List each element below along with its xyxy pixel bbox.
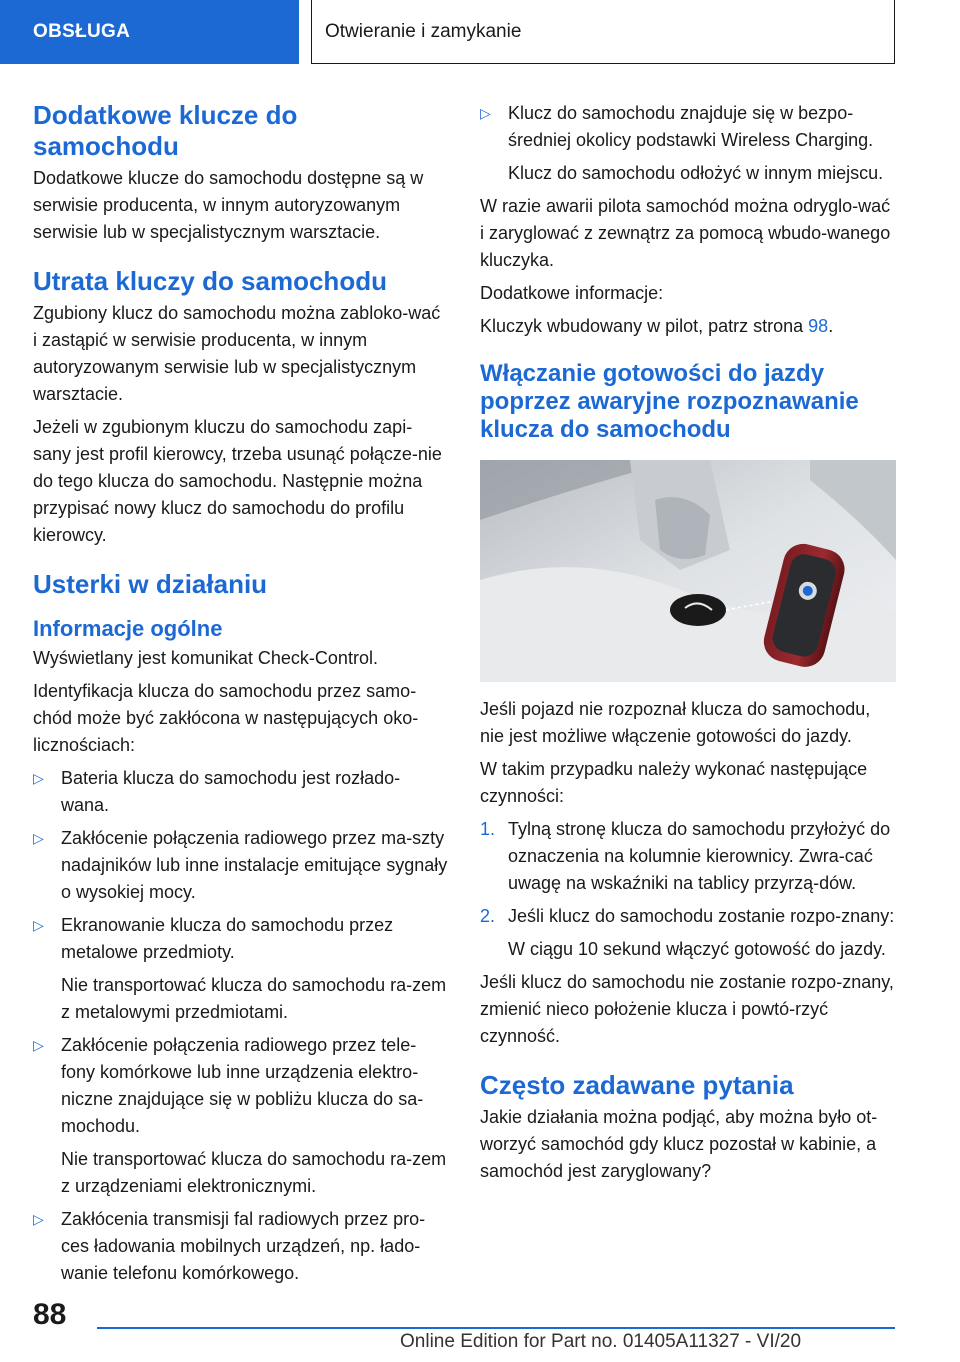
footer-edition: Online Edition for Part no. 01405A11327 - VI/20 (400, 1331, 802, 1352)
step-number: 2. (480, 906, 496, 926)
triangle-bullet-icon: ▷ (33, 1211, 44, 1227)
step-item: 1. Tylną stronę klucza do samochodu przyłożyć do oznaczenia na kolumnie kierownicy. Zwra-cać uwagę na wskaźniki na tablicy przyrzą-dów. (480, 816, 896, 897)
step-item: 2. Jeśli klucz do samochodu zostanie rozpo-znany: (480, 903, 896, 930)
heading-lost-keys: Utrata kluczy do samochodu (33, 266, 387, 296)
page-number: 88 (33, 1298, 67, 1331)
paragraph-identification: Identyfikacja klucza do samochodu przez samo-chód może być zakłócona w następujących oko-licznościach: (33, 681, 419, 755)
chapter-tab (311, 0, 895, 64)
list-item: ▷ Bateria klucza do samochodu jest rozłado-wana. (33, 765, 448, 819)
triangle-bullet-icon: ▷ (33, 830, 44, 846)
heading-extra-keys: Dodatkowe klucze do samochodu (33, 100, 298, 161)
right-column (480, 100, 896, 1191)
paragraph-extra-keys: Dodatkowe klucze do samochodu dostępne są w serwisie producenta, w innym autoryzowanym serwisie lub w specjalistycznym warsztacie. (33, 168, 424, 242)
chapter-title: Otwieranie i zamykanie (325, 20, 522, 42)
heading-faq: Często zadawane pytania (480, 1070, 794, 1100)
triangle-bullet-icon: ▷ (480, 105, 491, 121)
heading-readiness: Włączanie gotowości do jazdy poprzez awaryjne rozpoznawanie klucza do samochodu (480, 360, 859, 443)
triangle-bullet-icon: ▷ (33, 917, 44, 933)
paragraph-faq: Jakie działania można podjąć, aby można było ot-worzyć samochód gdy klucz pozostał w kabinie, a samochód jest zaryglowany? (480, 1107, 878, 1181)
list-item: ▷ Zakłócenia transmisji fal radiowych przez pro-ces ładowania mobilnych urządzeń, np. łado-wanie telefonu komórkowego. (33, 1206, 448, 1287)
paragraph-lost-keys-2: Jeżeli w zgubionym kluczu do samochodu zapi-sany jest profil kierowcy, trzeba usunąć połącze-nie do tego klucza do samochodu. Następnie można przypisać nowy klucz do samochodu do profilu kierowcy. (33, 417, 442, 545)
list-item-note: Klucz do samochodu odłożyć w innym miejscu. (508, 163, 884, 183)
steering-column-key-photo (480, 460, 896, 682)
triangle-bullet-icon: ▷ (33, 770, 44, 786)
paragraph-not-recognized: Jeśli pojazd nie rozpoznał klucza do samochodu, nie jest możliwe włączenie gotowości do jazdy. (480, 699, 871, 746)
step-note: W ciągu 10 sekund włączyć gotowość do jazdy. (508, 939, 886, 959)
triangle-bullet-icon: ▷ (33, 1037, 44, 1053)
section-tab: OBSŁUGA (0, 0, 299, 64)
paragraph-retry: Jeśli klucz do samochodu nie zostanie rozpo-znany, zmienić nieco położenie klucza i powtó-rzyć czynność. (480, 972, 894, 1046)
paragraph-lost-keys-1: Zgubiony klucz do samochodu można zabloko-wać i zastąpić w serwisie producenta, w innym autoryzowanym serwisie lub w specjalistycznym warsztacie. (33, 303, 441, 404)
list-item: ▷ Ekranowanie klucza do samochodu przez metalowe przedmioty. (33, 912, 448, 966)
paragraph-check-control: Wyświetlany jest komunikat Check-Control. (33, 648, 378, 668)
paragraph-reference: Kluczyk wbudowany w pilot, patrz strona 98. (480, 316, 834, 336)
list-item-note: Nie transportować klucza do samochodu ra-zem z metalowymi przedmiotami. (61, 975, 447, 1022)
paragraph-steps-intro: W takim przypadku należy wykonać następujące czynności: (480, 759, 868, 806)
step-number: 1. (480, 819, 496, 839)
footer-divider (97, 1327, 895, 1329)
left-column (33, 100, 448, 1293)
list-item-note: Nie transportować klucza do samochodu ra-zem z urządzeniami elektronicznymi. (61, 1149, 447, 1196)
heading-general-info: Informacje ogólne (33, 616, 223, 641)
list-item: ▷ Klucz do samochodu znajduje się w bezpo-średniej okolicy podstawki Wireless Charging. (480, 100, 896, 154)
paragraph-emergency: W razie awarii pilota samochód można odryglo-wać i zaryglować z zewnątrz za pomocą wbudo-wanego kluczyka. (480, 196, 891, 270)
page-reference-link[interactable]: 98 (808, 316, 829, 336)
paragraph-more-info: Dodatkowe informacje: (480, 283, 664, 303)
list-item: ▷ Zakłócenie połączenia radiowego przez ma-szty nadajników lub inne instalacje emitujące sygnały o wysokiej mocy. (33, 825, 448, 906)
list-item: ▷ Zakłócenie połączenia radiowego przez tele-fony komórkowe lub inne urządzenia elektro-niczne znajdujące się w pobliżu klucza do sa-mochodu. (33, 1032, 448, 1140)
heading-malfunctions: Usterki w działaniu (33, 569, 268, 599)
